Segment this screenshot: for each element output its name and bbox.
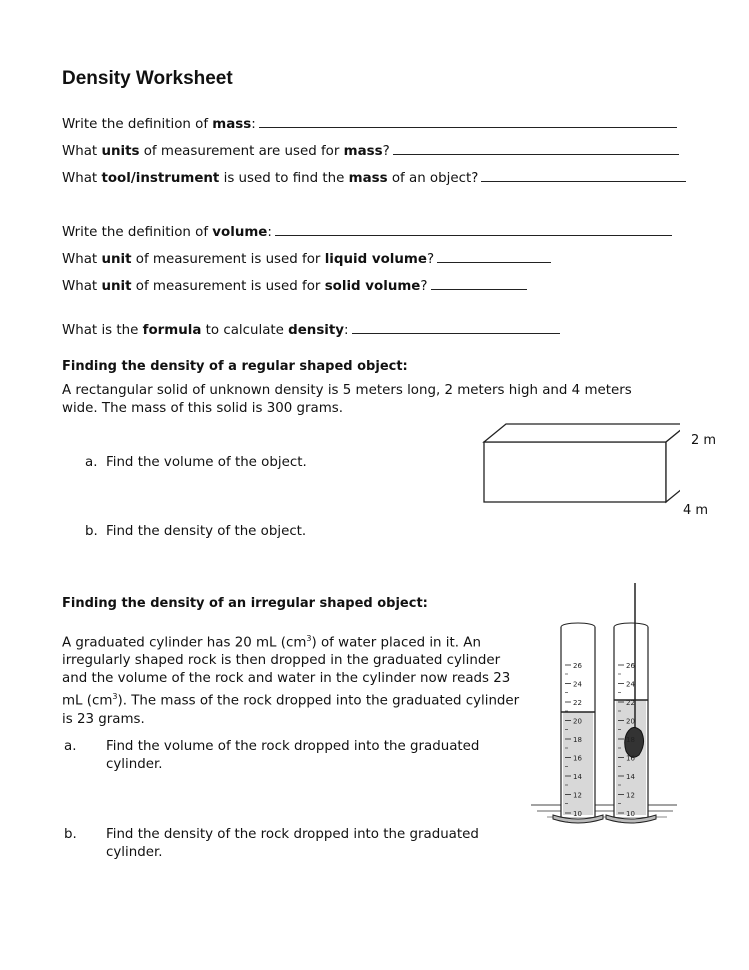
keyword: mass [212, 117, 252, 132]
text-part: A graduated cylinder has 20 mL (cm [62, 635, 307, 651]
superscript: 3 [306, 634, 312, 643]
item-marker: a. [64, 739, 77, 754]
question-text: What is the [62, 323, 143, 338]
question-text: What [62, 171, 102, 186]
question-text: What [62, 252, 102, 267]
scale-label: 10 [626, 810, 635, 818]
keyword: unit [101, 279, 132, 294]
question-text: : [267, 225, 272, 240]
scale-label: 12 [573, 791, 582, 800]
question-text: of measurement are used for [139, 144, 344, 159]
scale-label: 16 [573, 754, 582, 763]
text-part: ) of water placed in it. An irregularly shaped rock is then dropped in the graduated cylinder and the volume of the rock and water in the cylinder now reads 23 mL (cm [62, 635, 511, 709]
cylinder-after [606, 583, 656, 823]
question-text: Find the density of the object. [106, 524, 307, 539]
keyword: tool/instrument [101, 171, 220, 186]
scale-label: 18 [573, 736, 582, 744]
question-text: of measurement is used for [131, 252, 325, 267]
keyword: mass [343, 144, 383, 159]
answer-blank[interactable] [259, 115, 677, 128]
question-text: ? [420, 279, 428, 294]
irregular-question-b [64, 826, 526, 862]
question-text: Find the volume of the rock dropped into the graduated cylinder. [106, 739, 480, 772]
cylinder-before [553, 623, 603, 823]
question-liquid-volume-unit [62, 250, 551, 267]
irregular-question-a [64, 738, 526, 774]
question-density-formula [62, 321, 560, 338]
text-part: ). The mass of the rock dropped into the graduated cylinder is 23 grams. [62, 693, 520, 727]
scale-label: 20 [626, 717, 635, 726]
scale-label: 26 [626, 662, 635, 670]
question-mass-definition [62, 115, 677, 132]
keyword: density [288, 323, 345, 338]
answer-blank[interactable] [481, 169, 686, 182]
keyword: units [101, 144, 140, 159]
question-text: ? [426, 252, 435, 267]
question-text: : [251, 117, 256, 132]
irregular-problem-text [62, 630, 524, 729]
superscript: 3 [112, 692, 118, 702]
item-marker: b. [85, 524, 98, 539]
keyword: solid volume [324, 279, 421, 294]
graduated-cylinders-illustration [527, 583, 687, 843]
scale-label: 18 [626, 736, 635, 744]
box-front-face [484, 442, 666, 502]
answer-blank[interactable] [437, 250, 551, 263]
regular-question-a [85, 454, 307, 472]
scale-label: 12 [626, 791, 635, 800]
question-mass-tool [62, 169, 686, 186]
section-heading-regular: Finding the density of a regular shaped object: [62, 359, 408, 374]
scale-label: 16 [626, 754, 635, 763]
box-top-face [484, 424, 680, 442]
question-text: What [62, 144, 102, 159]
regular-problem-text: A rectangular solid of unknown density is 5 meters long, 2 meters high and 4 meters wide. The mass of this solid is 300 grams. [62, 383, 632, 416]
question-text: : [344, 323, 349, 338]
water-before [563, 712, 593, 815]
question-text: is used to find the [219, 171, 349, 186]
question-text: Find the volume of the object. [106, 455, 307, 470]
scale-label: 22 [573, 699, 582, 707]
answer-blank[interactable] [352, 321, 560, 334]
regular-question-b [85, 523, 306, 541]
question-solid-volume-unit [62, 277, 527, 294]
question-text: What [62, 279, 102, 294]
scale-label: 14 [626, 773, 635, 781]
question-volume-definition [62, 223, 672, 240]
rectangular-solid-diagram [480, 420, 680, 506]
question-text: of an object? [387, 171, 479, 186]
width-label: 4 m [683, 503, 709, 518]
question-text: Write the definition of [62, 117, 213, 132]
item-marker: b. [64, 827, 77, 842]
scale-label: 22 [626, 699, 635, 707]
scale-label: 10 [573, 810, 582, 818]
answer-blank[interactable] [275, 223, 672, 236]
keyword: formula [142, 323, 202, 338]
question-text: to calculate [201, 323, 289, 338]
page-title: Density Worksheet [62, 68, 233, 89]
question-text: Write the definition of [62, 225, 213, 240]
section-heading-irregular: Finding the density of an irregular shaped object: [62, 596, 428, 611]
keyword: liquid volume [324, 252, 427, 267]
question-mass-units [62, 142, 679, 159]
height-label: 2 m [691, 433, 717, 448]
answer-blank[interactable] [393, 142, 679, 155]
scale-label: 20 [573, 717, 582, 726]
scale-label: 24 [573, 680, 582, 689]
answer-blank[interactable] [431, 277, 527, 290]
item-marker: a. [85, 455, 98, 470]
keyword: unit [101, 252, 132, 267]
scale-label: 26 [573, 662, 582, 670]
keyword: mass [348, 171, 388, 186]
question-text: of measurement is used for [131, 279, 325, 294]
question-text: ? [382, 144, 390, 159]
question-text: Find the density of the rock dropped into the graduated cylinder. [106, 827, 479, 860]
keyword: volume [212, 225, 268, 240]
scale-label: 24 [626, 680, 635, 689]
scale-label: 14 [573, 773, 582, 781]
